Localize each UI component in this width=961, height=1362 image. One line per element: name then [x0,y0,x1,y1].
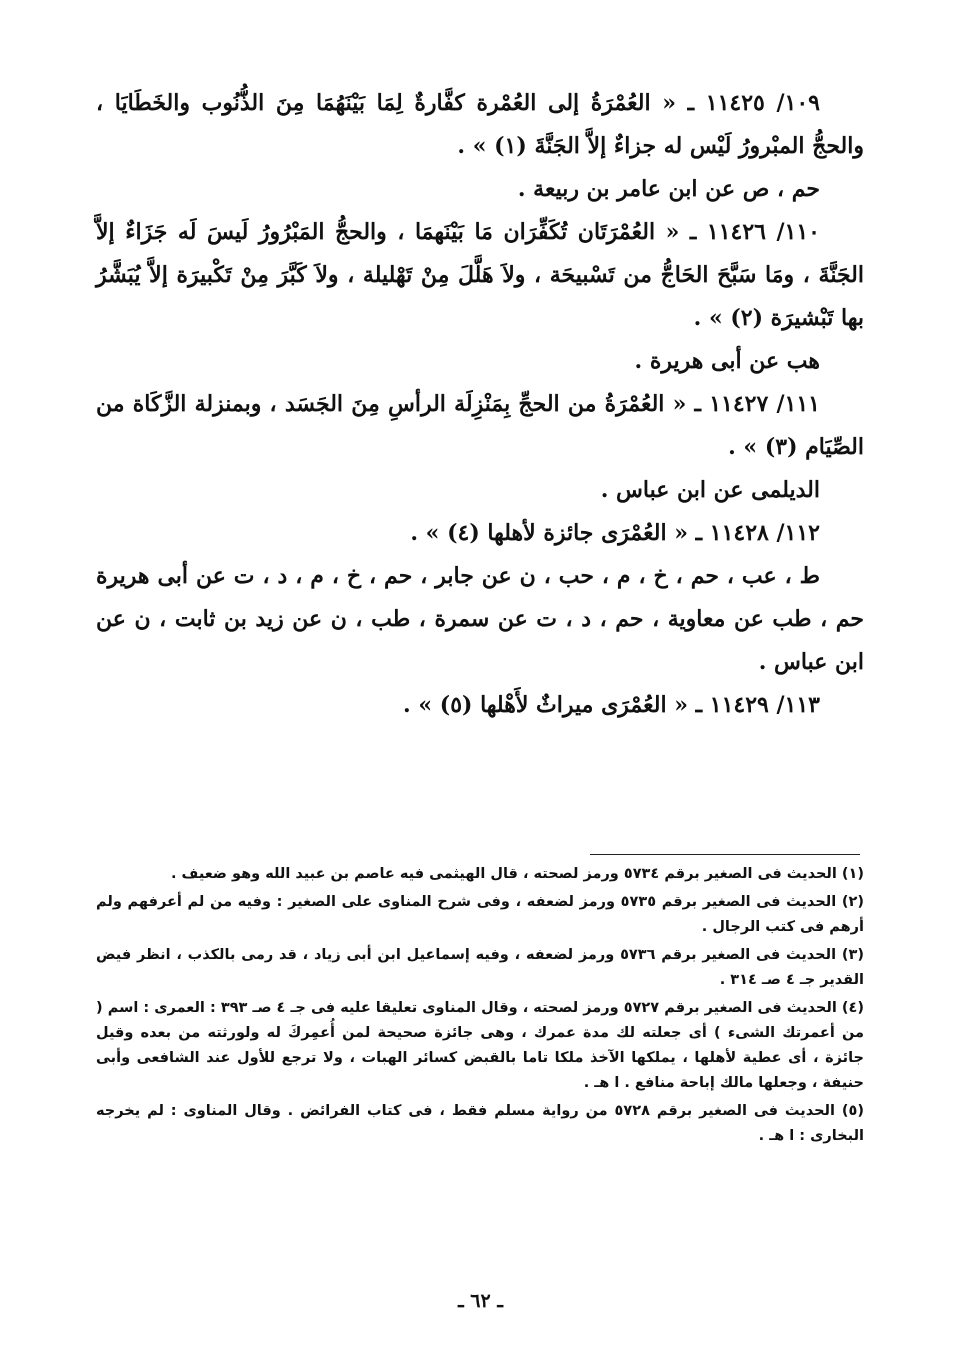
page-number: ـ ٦٢ ـ [458,1290,503,1312]
source-111: الديلمى عن ابن عباس . [600,477,820,503]
hadith-113: ١١٣/ ١١٤٢٩ ـ « العُمْرَى ميراثٌ لأَهْلها (٥) » . [403,692,820,718]
footnote-2: (٢) الحديث فى الصغير برقم ٥٧٣٥ ورمز لضعفه ، وفى شرح المناوى على الصغير : وفيه من لم أعرفهم ولم أرهم فى كتب الرجال . [96,894,864,935]
footnote-4: (٤) الحديث فى الصغير برقم ٥٧٢٧ ورمز لصحته ، وقال المناوى تعليقا عليه فى جـ ٤ صـ ٣٩٣ : العمرى : اسم ( من أعمرتك الشىء ) أى جعلته لك مدة عمرك ، وهى جائزة صحيحة لمن أُعمِركَ له ولورثته من بعده وقيل جائزة ، أى عطية لأهلها ، يملكها الآخذ ملكا تاما بالقبض كسائر الهبات ، ولا ترجع للأول عند الشافعى وأبى حنيفة ، وجعلها مالك إباحة منافع . ا هـ . [96,1000,864,1091]
hadith-110: ١١٠/ ١١٤٢٦ ـ « العُمْرَتَان تُكَفِّرَان مَا بَيْنَهمَا ، والحجُّ المَبْرُورُ لَيسَ لَه جَزَاءٌ إلاَّ الجَنَّةَ ، ومَا سَبَّحَ الحَاجُّ من تَسْبيحَة ، ولاَ هَلَّلَ مِنْ تَهْليلة ، ولاَ كَبَّرَ مِنْ تَكْبيرَة إلاَّ يُبَشَّرُ بها تَبْشيرَة (٢) » . [96,219,864,331]
source-112: ط ، عب ، حم ، خ ، م ، حب ، ن عن جابر ، حم ، خ ، م ، د ، ت عن أبى هريرة حم ، طب عن معاوية ، حم ، د ، ت عن سمرة ، طب ، ن عن زيد بن ثابت ، ن عن ابن عباس . [96,563,864,675]
footnote-5: (٥) الحديث فى الصغير برقم ٥٧٢٨ من رواية مسلم فقط ، فى كتاب الفرائض . وقال المناوى : لم يخرجه البخارى : ا هـ . [96,1103,864,1144]
footnotes [96,862,864,1152]
source-109: حم ، ص عن ابن عامر بن ربيعة . [517,176,820,202]
source-110: هب عن أبى هريرة . [634,348,820,374]
hadith-112: ١١٢/ ١١٤٢٨ ـ « العُمْرَى جائزة لأهلها (٤) » . [410,520,820,546]
footnote-3: (٣) الحديث فى الصغير برقم ٥٧٣٦ ورمز لضعفه ، وفيه إسماعيل ابن أبى زياد ، قد رمى بالكذب ، انظر فيض القدير جـ ٤ صـ ٣١٤ . [96,947,864,988]
footnote-1: (١) الحديث فى الصغير برقم ٥٧٣٤ ورمز لصحته ، قال الهيثمى فيه عاصم بن عبيد الله وهو ضعيف . [171,866,864,882]
hadith-109: ١٠٩/ ١١٤٢٥ ـ « العُمْرَةُ إلى العُمْرة كفَّارةٌ لِمَا بَيْنَهُمَا مِنَ الذُّنُوب والخَطَايَا ، والحجُّ المبْرورُ لَيْس له جزاءٌ إلاَّ الجَنَّةَ (١) » . [96,90,864,159]
hadith-111: ١١١/ ١١٤٢٧ ـ « العُمْرَةُ من الحجِّ بِمَنْزِلَة الرأسِ مِنَ الجَسَد ، وبمنزلة الزَّكَاة من الصِّيَام (٣) » . [96,391,864,460]
hadith-body [96,82,864,727]
footnote-separator [590,854,860,855]
